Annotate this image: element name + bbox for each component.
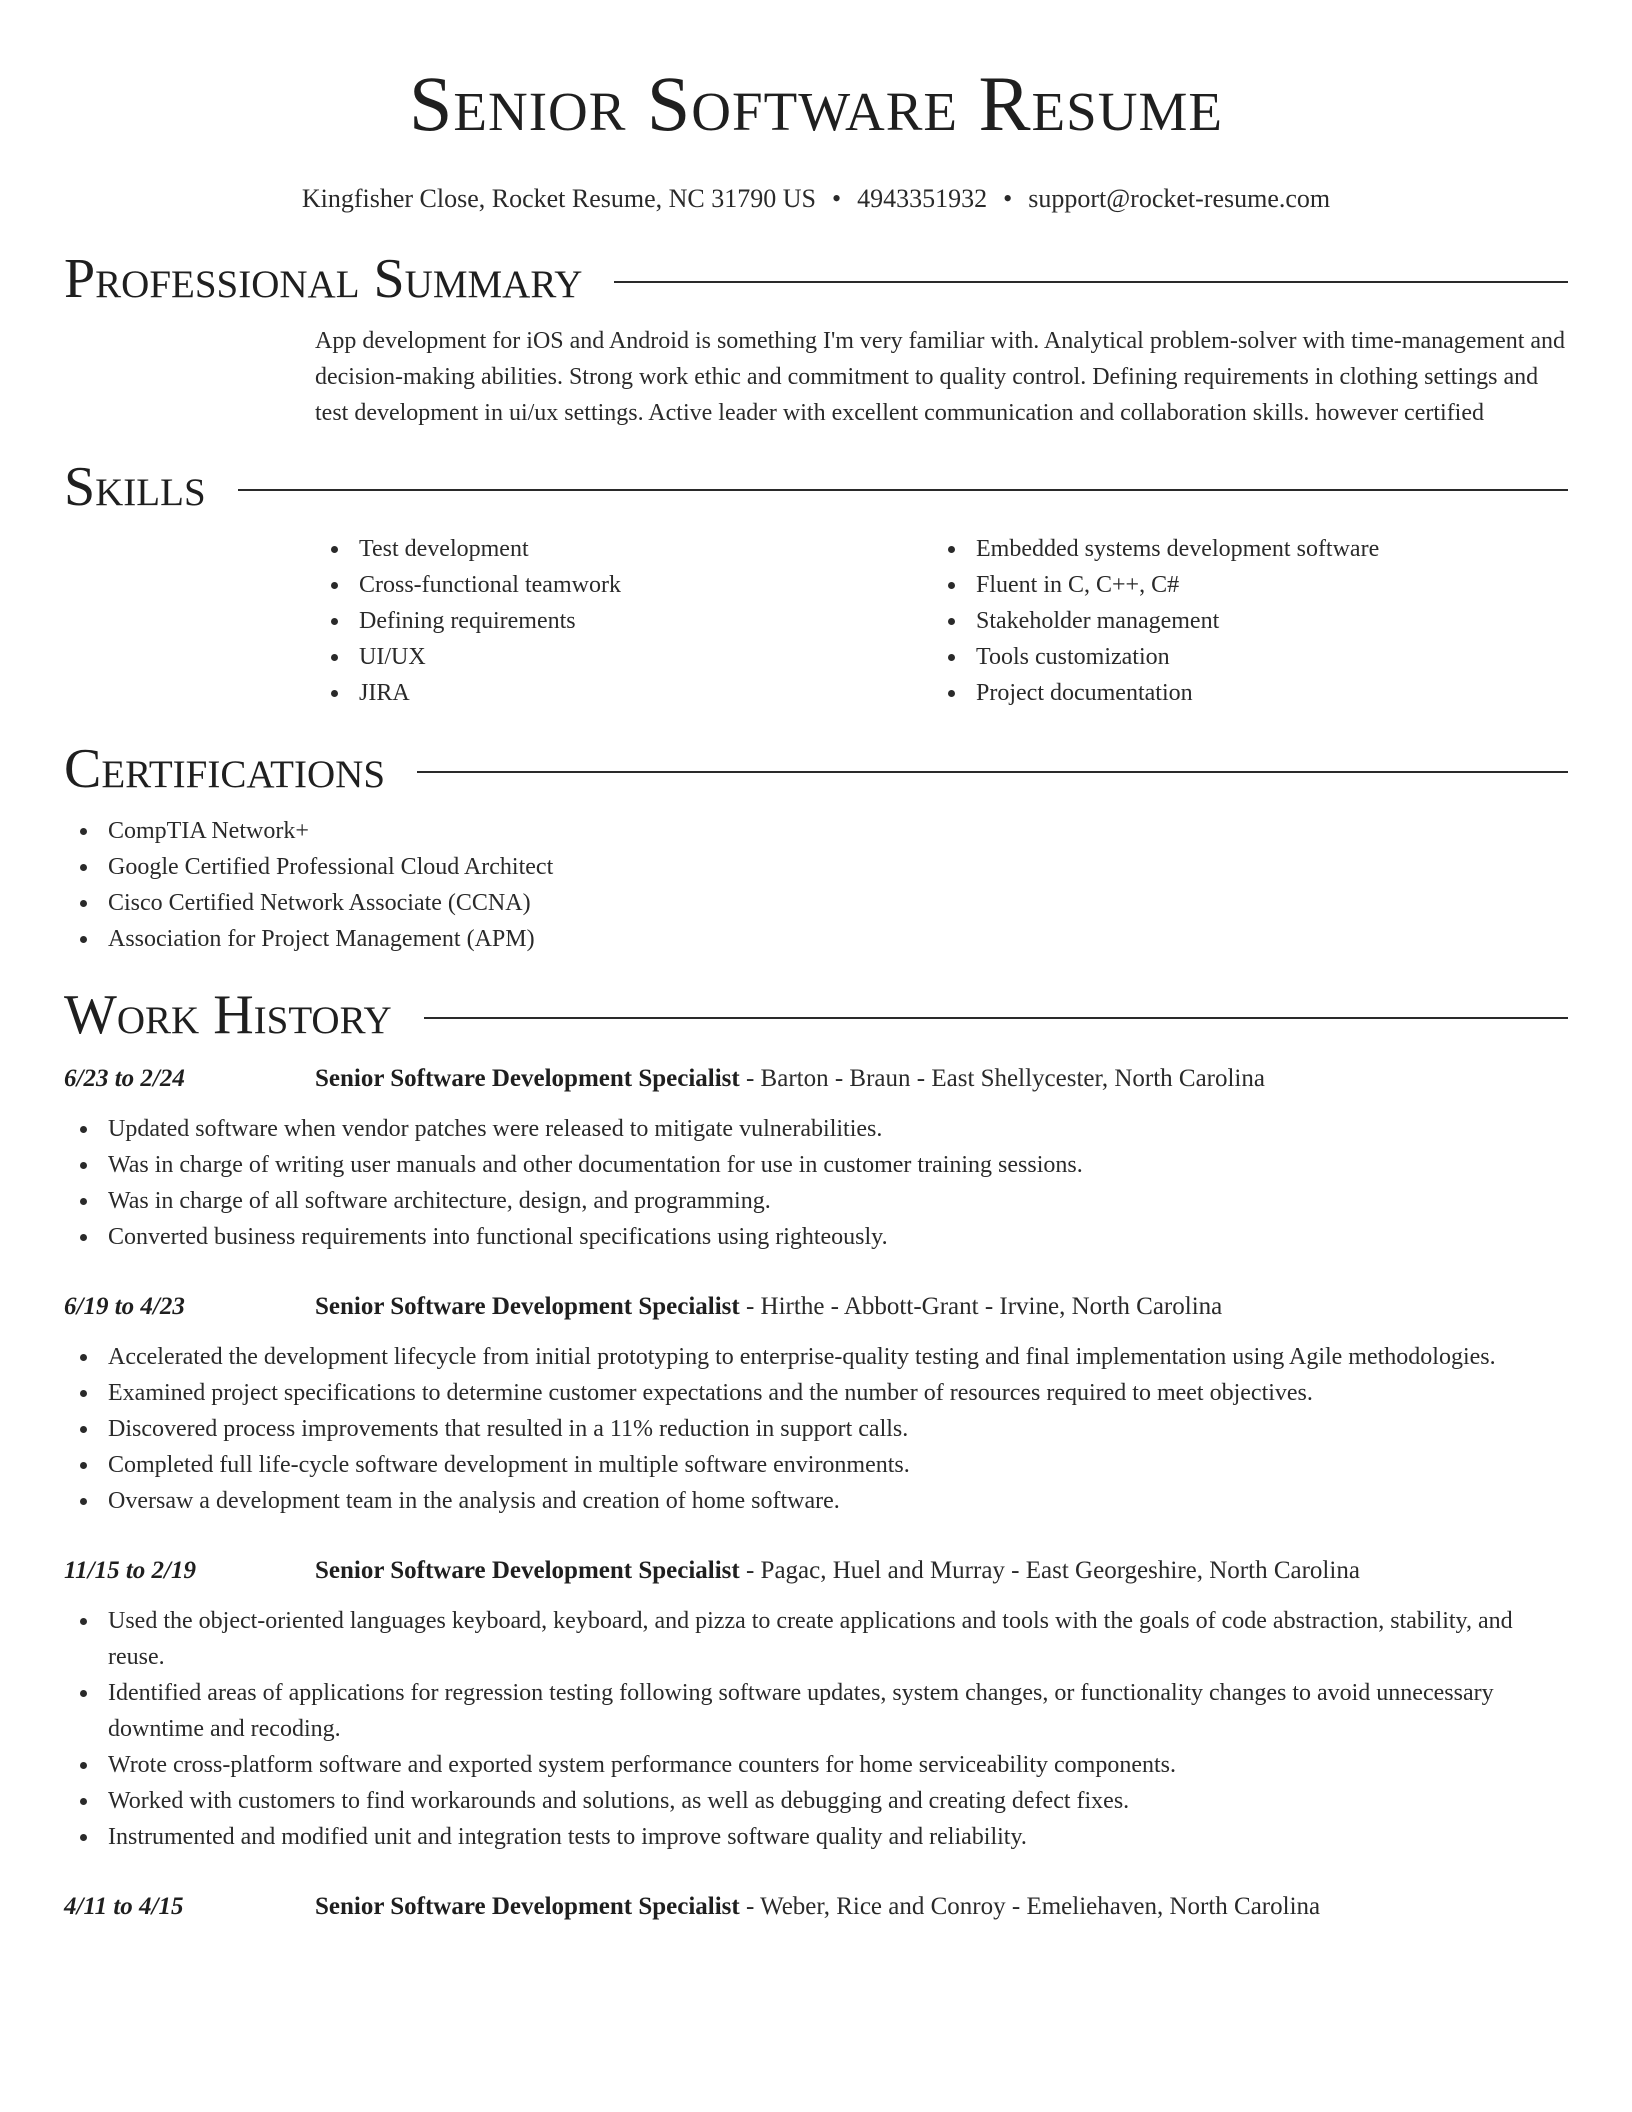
job-title: Senior Software Development Specialist — [315, 1065, 740, 1092]
job-duty-item: Was in charge of writing user manuals and other documentation for use in customer training sessions. — [64, 1147, 1568, 1183]
contact-line — [64, 184, 1568, 214]
certification-item: Association for Project Management (APM) — [64, 921, 1568, 957]
summary-section — [64, 247, 1568, 431]
skills-grid — [315, 531, 1568, 711]
job-dates: 11/15 to 2/19 — [64, 1557, 196, 1584]
summary-title: Professional Summary — [64, 248, 583, 310]
job-title: Senior Software Development Specialist — [315, 1893, 740, 1920]
skill-item: Tools customization — [932, 639, 1549, 675]
certifications-header — [64, 737, 1568, 801]
skill-item: UI/UX — [315, 639, 932, 675]
skills-list-left — [315, 531, 932, 711]
work-history-section — [64, 983, 1568, 1925]
job-duty-item: Wrote cross-platform software and exported system performance counters for home serviceability components. — [64, 1747, 1568, 1783]
job-dates: 6/23 to 2/24 — [64, 1065, 185, 1092]
job-dates: 4/11 to 4/15 — [64, 1893, 184, 1920]
certifications-section — [64, 737, 1568, 957]
skill-item: Defining requirements — [315, 603, 932, 639]
job-duty-item: Worked with customers to find workarounds and solutions, as well as debugging and creating defect fixes. — [64, 1783, 1568, 1819]
certification-item: Google Certified Professional Cloud Architect — [64, 849, 1568, 885]
job-company: - Barton - Braun - East Shellycester, North Carolina — [739, 1065, 1265, 1092]
certifications-list — [64, 813, 1568, 957]
job-title: Senior Software Development Specialist — [315, 1293, 740, 1320]
job-duty-item: Was in charge of all software architecture, design, and programming. — [64, 1183, 1568, 1219]
skill-item: Cross-functional teamwork — [315, 567, 932, 603]
contact-email: support@rocket-resume.com — [1028, 184, 1331, 213]
skill-item: JIRA — [315, 675, 932, 711]
job-duty-item: Updated software when vendor patches were released to mitigate vulnerabilities. — [64, 1111, 1568, 1147]
skills-title: Skills — [64, 456, 206, 518]
contact-separator: • — [832, 184, 842, 213]
job-company: - Weber, Rice and Conroy - Emeliehaven, North Carolina — [739, 1893, 1321, 1920]
section-divider — [614, 281, 1568, 283]
job-header — [64, 1889, 1568, 1925]
job-duty-item: Examined project specifications to determine customer expectations and the number of resources required to meet objectives. — [64, 1375, 1568, 1411]
job-duty-item: Discovered process improvements that resulted in a 11% reduction in support calls. — [64, 1411, 1568, 1447]
job-duties — [64, 1339, 1568, 1519]
summary-header — [64, 247, 1568, 311]
certifications-title: Certifications — [64, 738, 386, 800]
skill-item: Test development — [315, 531, 932, 567]
skill-item: Project documentation — [932, 675, 1549, 711]
job-entry — [64, 1553, 1568, 1855]
job-duty-item: Accelerated the development lifecycle from initial prototyping to enterprise-quality testing and final implementation using Agile methodologies. — [64, 1339, 1568, 1375]
section-divider — [417, 771, 1568, 773]
skill-item: Stakeholder management — [932, 603, 1549, 639]
job-duty-item: Identified areas of applications for regression testing following software updates, system changes, or functionality changes to avoid unnecessary downtime and recoding. — [64, 1675, 1568, 1747]
job-title: Senior Software Development Specialist — [315, 1557, 740, 1584]
skill-item: Fluent in C, C++, C# — [932, 567, 1549, 603]
contact-address: Kingfisher Close, Rocket Resume, NC 31790 US — [301, 184, 817, 213]
job-company: - Pagac, Huel and Murray - East Georgeshire, North Carolina — [739, 1557, 1360, 1584]
job-dates: 6/19 to 4/23 — [64, 1293, 185, 1320]
section-divider — [424, 1017, 1568, 1019]
contact-phone: 4943351932 — [857, 184, 988, 213]
job-duty-item: Oversaw a development team in the analysis and creation of home software. — [64, 1483, 1568, 1519]
skills-header — [64, 455, 1568, 519]
skills-list-right — [932, 531, 1549, 711]
job-entry — [64, 1289, 1568, 1519]
job-header — [64, 1289, 1568, 1325]
job-duties — [64, 1603, 1568, 1855]
section-divider — [238, 489, 1568, 491]
job-duty-item: Instrumented and modified unit and integration tests to improve software quality and reliability. — [64, 1819, 1568, 1855]
work-history-header — [64, 983, 1568, 1047]
contact-separator: • — [1003, 184, 1013, 213]
certification-item: CompTIA Network+ — [64, 813, 1568, 849]
job-entry — [64, 1889, 1568, 1925]
job-header — [64, 1061, 1568, 1097]
job-company: - Hirthe - Abbott-Grant - Irvine, North Carolina — [739, 1293, 1223, 1320]
job-duties — [64, 1111, 1568, 1255]
work-history-title: Work History — [64, 984, 392, 1046]
certification-item: Cisco Certified Network Associate (CCNA) — [64, 885, 1568, 921]
skill-item: Embedded systems development software — [932, 531, 1549, 567]
job-duty-item: Completed full life-cycle software development in multiple software environments. — [64, 1447, 1568, 1483]
job-entry — [64, 1061, 1568, 1255]
skills-section — [64, 455, 1568, 711]
summary-text: App development for iOS and Android is something I'm very familiar with. Analytical problem-solver with time-management and decision-making abilities. Strong work ethic and commitment to quality control. Defining requirements in clothing settings and test development in ui/ux settings. Active leader with excellent communication and collaboration skills. however certified — [315, 328, 1566, 426]
job-duty-item: Converted business requirements into functional specifications using righteously. — [64, 1219, 1568, 1255]
job-duty-item: Used the object-oriented languages keyboard, keyboard, and pizza to create applications and tools with the goals of code abstraction, stability, and reuse. — [64, 1603, 1568, 1675]
resume-name: Senior Software Resume — [409, 60, 1223, 147]
job-header — [64, 1553, 1568, 1589]
